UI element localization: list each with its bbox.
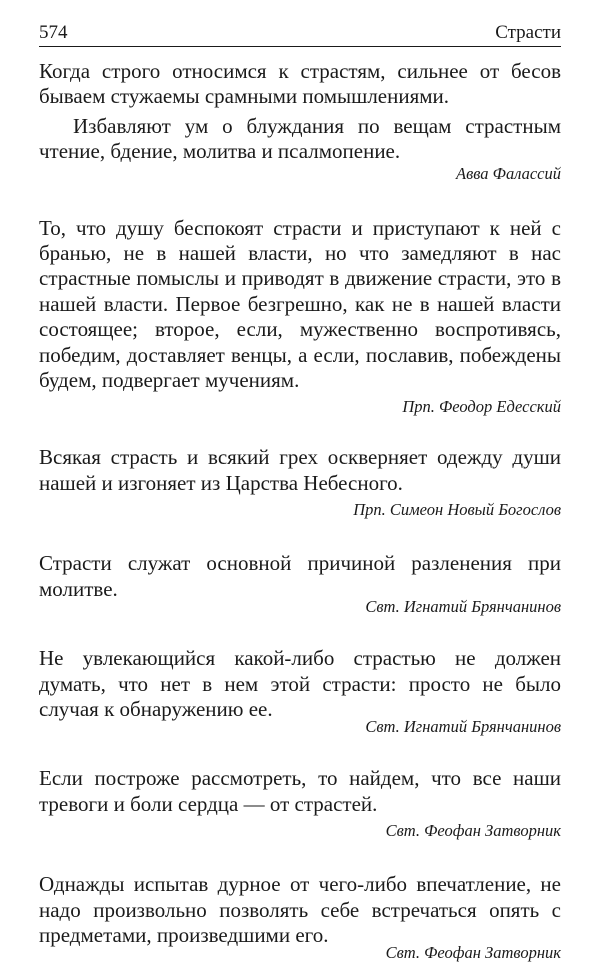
quote-author: Свт. Феофан Затворник — [385, 821, 561, 841]
quote-entry — [39, 766, 561, 842]
quote-author: Прп. Феодор Едесский — [402, 397, 561, 417]
page-body — [39, 58, 561, 964]
quote-text: Когда строго относимся к страстям, сильнее от бесов бываем стужаемы срамными помышлениями. — [39, 59, 561, 109]
page-number: 574 — [39, 22, 68, 43]
quote-text: Если построже рассмотреть, то найдем, что все наши тревоги и боли сердца — от страстей. — [39, 766, 561, 816]
quote-entry — [39, 59, 561, 185]
header-rule — [39, 46, 561, 47]
quote-entry — [39, 646, 561, 738]
quote-text: Всякая страсть и всякий грех оскверняет одежду души нашей и изгоняет из Царства Небесного. — [39, 445, 561, 495]
spacer — [39, 842, 561, 872]
quote-author: Прп. Симеон Новый Богослов — [353, 500, 561, 520]
quote-entry — [39, 445, 561, 521]
quote-author: Свт. Игнатий Брянчанинов — [365, 597, 561, 617]
quote-entry — [39, 551, 561, 618]
quote-entry — [39, 216, 561, 419]
quote-entry — [39, 872, 561, 964]
quote-author: Свт. Феофан Затворник — [385, 943, 561, 963]
spacer — [39, 418, 561, 445]
spacer — [39, 618, 561, 646]
spacer — [39, 738, 561, 766]
quote-author: Авва Фалассий — [456, 163, 561, 183]
spacer — [39, 185, 561, 216]
quote-text: То, что душу беспокоят страсти и приступают к ней с бранью, не в нашей власти, но что замедляют в нас страстные помыслы и приводят в движение страсти, это в нашей власти. Первое безгрешно, как не в нашей власти состоящее; второе, если, мужественно воспротивясь, победим, доставляет венцы, а если, пославив, побеждены будем, подвергает мучениям. — [39, 215, 561, 393]
quote-author: Свт. Игнатий Брянчанинов — [365, 717, 561, 737]
spacer — [39, 521, 561, 551]
quote-text: Избавляют ум о блуждания по вещам страстным чтение, бдение, молитва и псалмопение. — [39, 113, 561, 164]
running-header — [39, 22, 561, 46]
quote-text: Однажды испытав дурное от чего-либо впечатление, не надо произвольно позволять себе встречаться опять с предметами, произведшими его. — [39, 872, 561, 947]
quote-text: Не увлекающийся какой-либо страстью не должен думать, что нет в нем этой страсти: просто не было случая к обнаружению ее. — [39, 646, 561, 721]
quote-text: Страсти служат основной причиной разленения при молитве. — [39, 551, 561, 601]
section-title: Страсти — [495, 22, 561, 43]
